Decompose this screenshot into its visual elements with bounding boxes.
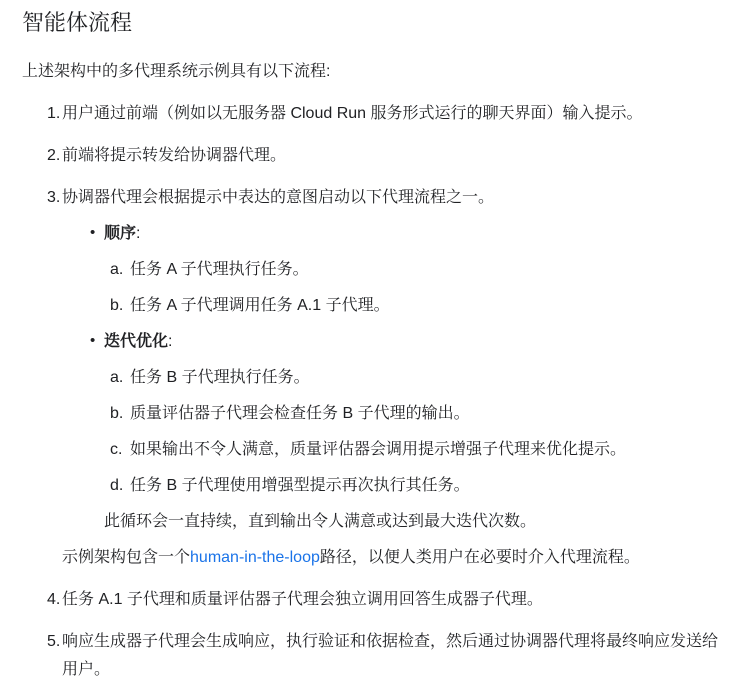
substep-letter: d. [110,477,124,494]
step-number: 4. [47,591,61,608]
bullet-marker: • [90,224,96,241]
step-text: 响应生成器子代理会生成响应，执行验证和依据检查，然后通过协调器代理将最终响应发送给用户。 [62,633,719,678]
substep-item [62,364,725,392]
step-item-1 [22,100,725,128]
flows-list [62,220,725,500]
substep-letter: a. [110,261,124,278]
flow-iterative [62,328,725,356]
page-title: 智能体流程 [22,10,133,35]
step-number: 1. [47,105,61,122]
human-in-the-loop-link[interactable]: human-in-the-loop [190,549,320,566]
flow-label: 迭代优化 [104,333,169,350]
hitl-text-before: 示例架构包含一个 [62,549,191,566]
flow-label-colon: : [168,333,173,350]
bullet-marker: • [90,332,96,349]
step-item-4 [22,586,725,614]
step-text: 协调器代理会根据提示中表达的意图启动以下代理流程之一。 [62,189,495,206]
substep-text: 任务 B 子代理执行任务。 [130,369,310,386]
step-text: 任务 A.1 子代理和质量评估器子代理会独立调用回答生成器子代理。 [62,591,543,608]
substep-text: 任务 A 子代理调用任务 A.1 子代理。 [130,297,390,314]
substep-letter: b. [110,297,124,314]
substep-text: 任务 B 子代理使用增强型提示再次执行其任务。 [130,477,470,494]
intro-paragraph: 上述架构中的多代理系统示例具有以下流程: [22,63,331,80]
substep-item [62,436,725,464]
step-text: 前端将提示转发给协调器代理。 [62,147,287,164]
loop-note-paragraph: 此循环会一直持续，直到输出令人满意或达到最大迭代次数。 [104,513,537,530]
step-number: 5. [47,633,61,650]
step-item-5 [22,628,725,684]
hitl-text-after: 路径，以便人类用户在必要时介入代理流程。 [319,549,640,566]
step-number: 3. [47,189,61,206]
substep-text: 任务 A 子代理执行任务。 [130,261,309,278]
substep-item [62,400,725,428]
substep-item [62,292,725,320]
flow-label: 顺序 [104,225,137,242]
step-number: 2. [47,147,61,164]
substep-item [62,472,725,500]
step-text: 用户通过前端（例如以无服务器 Cloud Run 服务形式运行的聊天界面）输入提示。 [62,105,643,122]
substep-letter: b. [110,405,124,422]
substep-letter: c. [110,441,123,458]
substep-item [62,256,725,284]
step-item-3 [22,184,725,572]
substep-text: 如果输出不令人满意，质量评估器会调用提示增强子代理来优化提示。 [130,441,627,458]
hitl-paragraph [62,544,725,572]
substep-letter: a. [110,369,124,386]
flow-label-colon: : [136,225,141,242]
step-item-2 [22,142,725,170]
flow-sequential [62,220,725,248]
substep-text: 质量评估器子代理会检查任务 B 子代理的输出。 [130,405,470,422]
workflow-steps-list [22,100,725,684]
